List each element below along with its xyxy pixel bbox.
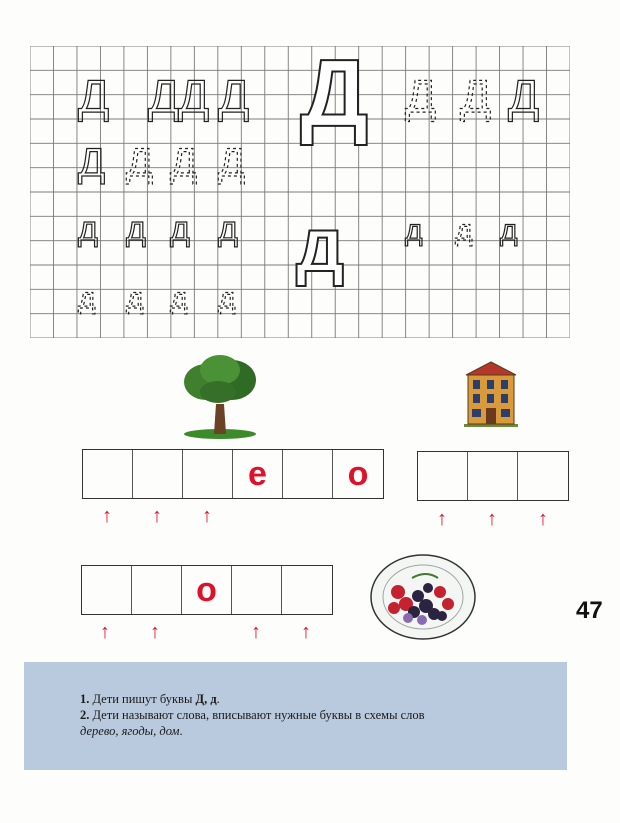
word-scheme-tree <box>82 449 384 499</box>
tree-illustration <box>178 352 262 440</box>
house-illustration <box>462 360 520 428</box>
tracing-letter: Д <box>405 70 437 122</box>
letter-cell[interactable] <box>468 452 518 500</box>
instruction-item-1 <box>80 692 220 707</box>
tracing-letter: Д <box>78 70 110 122</box>
page-number: 47 <box>576 597 603 624</box>
up-arrow-icon: ↑ <box>437 508 447 530</box>
tracing-letter: д <box>78 282 96 315</box>
tracing-letter: Д <box>78 141 106 185</box>
up-arrow-icon: ↑ <box>251 621 261 643</box>
tracing-letter: Д <box>508 70 540 122</box>
tracing-letter: д <box>170 210 190 248</box>
letter-cell[interactable] <box>82 566 132 614</box>
up-arrow-icon: ↑ <box>301 621 311 643</box>
tracing-letter: Д <box>218 70 250 122</box>
tracing-letter: д <box>218 282 236 315</box>
letter-cell[interactable] <box>283 450 333 498</box>
up-arrow-icon: ↑ <box>202 505 212 527</box>
tracing-letter: д <box>170 282 188 315</box>
tracing-letter: д <box>500 214 518 247</box>
tracing-letter: Д <box>148 70 180 122</box>
letter-cell[interactable] <box>83 450 133 498</box>
letter-cell[interactable] <box>232 566 282 614</box>
letter-cell[interactable] <box>133 450 183 498</box>
tracing-letter: Д <box>170 141 198 185</box>
instruction-end: . <box>216 692 220 706</box>
item-number: 1. <box>80 692 90 706</box>
tracing-letter: д <box>126 210 146 248</box>
tracing-letter: д <box>218 210 238 248</box>
instructions-panel <box>24 662 567 770</box>
berries-plate-illustration <box>368 552 478 642</box>
up-arrow-icon: ↑ <box>150 621 160 643</box>
instruction-words-line <box>80 724 183 739</box>
instruction-text: Дети пишут буквы <box>92 692 196 706</box>
item-number: 2. <box>80 708 90 722</box>
instruction-text: Дети называют слова, вписывают нужные буквы в схемы слов <box>92 708 425 722</box>
example-words: дерево, ягоды, дом <box>80 724 180 738</box>
word-scheme-house <box>417 451 569 501</box>
up-arrow-icon: ↑ <box>152 505 162 527</box>
up-arrow-icon: ↑ <box>102 505 112 527</box>
tracing-letter: д <box>405 214 423 247</box>
tracing-letter: Д <box>218 141 246 185</box>
letter-cell[interactable] <box>518 452 568 500</box>
instruction-end: . <box>179 724 183 738</box>
letter-cell[interactable]: о <box>182 566 232 614</box>
letter-cell[interactable] <box>418 452 468 500</box>
large-uppercase-letter: Д <box>300 40 369 147</box>
tracing-letter: д <box>126 282 144 315</box>
letter-cell[interactable] <box>282 566 332 614</box>
tracing-letter: Д <box>460 70 492 122</box>
up-arrow-icon: ↑ <box>487 508 497 530</box>
tracing-letter: Д <box>178 70 210 122</box>
tracing-letter: д <box>78 210 98 248</box>
instruction-item-2 <box>80 708 425 723</box>
letters: Д, д <box>195 692 217 706</box>
tracing-letter: д <box>455 214 473 247</box>
tracing-letter: Д <box>126 141 154 185</box>
letter-cell[interactable] <box>132 566 182 614</box>
letter-cell[interactable]: е <box>233 450 283 498</box>
up-arrow-icon: ↑ <box>538 508 548 530</box>
letter-cell[interactable]: о <box>347 455 369 493</box>
letter-cell[interactable] <box>183 450 233 498</box>
up-arrow-icon: ↑ <box>100 621 110 643</box>
word-scheme-berries <box>81 565 333 615</box>
large-lowercase-letter: д <box>296 203 345 288</box>
